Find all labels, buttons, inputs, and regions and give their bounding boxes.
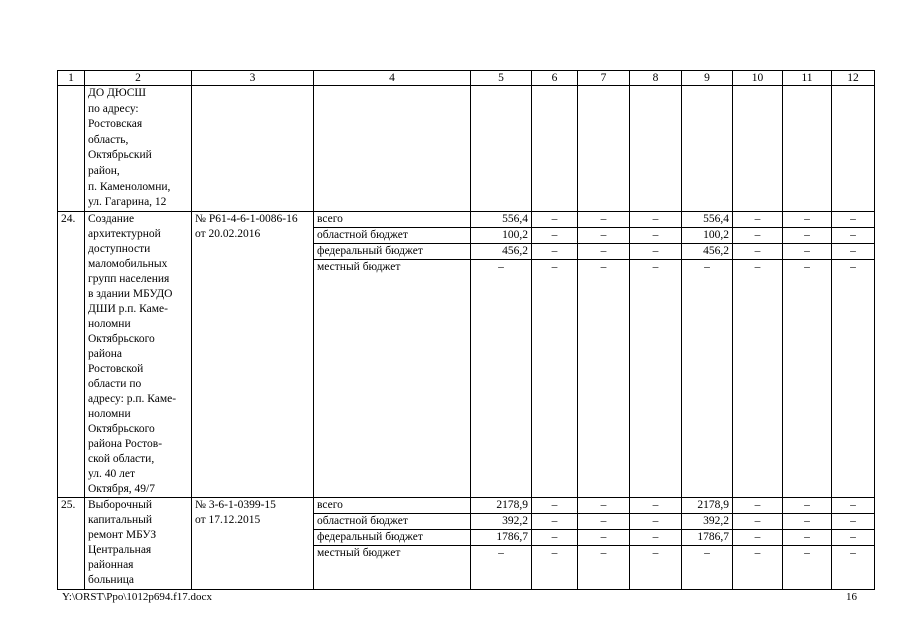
value-cell: – bbox=[630, 227, 682, 243]
value-cell: 100,2 bbox=[471, 227, 532, 243]
value-cell: – bbox=[532, 243, 578, 259]
value-cell: 2178,9 bbox=[682, 497, 733, 513]
value-cell: 556,4 bbox=[682, 211, 733, 227]
value-cell: – bbox=[783, 513, 832, 529]
budget-label: федеральный бюджет bbox=[314, 243, 471, 259]
value-cell: – bbox=[682, 545, 733, 589]
value-cell: 1786,7 bbox=[682, 529, 733, 545]
value-cell: – bbox=[682, 260, 733, 498]
budget-label: местный бюджет bbox=[314, 260, 471, 498]
value-cell: – bbox=[733, 243, 783, 259]
value-cell: – bbox=[733, 529, 783, 545]
value-cell: – bbox=[783, 260, 832, 498]
value-cell: – bbox=[532, 529, 578, 545]
value-cell: – bbox=[832, 227, 875, 243]
col-header: 4 bbox=[314, 71, 471, 86]
value-cell: – bbox=[783, 545, 832, 589]
object-name: Выборочный капитальный ремонт МБУЗ Центральная районная больница bbox=[85, 497, 192, 589]
value-cell: – bbox=[578, 497, 630, 513]
header-row bbox=[58, 71, 875, 86]
value-cell: – bbox=[832, 211, 875, 227]
value-cell: – bbox=[578, 260, 630, 498]
value-cell: – bbox=[733, 545, 783, 589]
value-cell: – bbox=[532, 545, 578, 589]
value-cell: – bbox=[733, 227, 783, 243]
file-path: Y:\ORST\Ppo\1012p694.f17.docx bbox=[62, 591, 212, 603]
value-cell: 1786,7 bbox=[471, 529, 532, 545]
budget-label: всего bbox=[314, 497, 471, 513]
col-header: 6 bbox=[532, 71, 578, 86]
budget-label: всего bbox=[314, 211, 471, 227]
page-number: 16 bbox=[846, 591, 857, 603]
value-cell: – bbox=[783, 497, 832, 513]
value-cell: – bbox=[578, 227, 630, 243]
value-cell: – bbox=[578, 529, 630, 545]
value-cell: – bbox=[532, 513, 578, 529]
table-row bbox=[58, 211, 875, 227]
col-header: 2 bbox=[85, 71, 192, 86]
value-cell: – bbox=[630, 545, 682, 589]
value-cell: 456,2 bbox=[471, 243, 532, 259]
col-header: 1 bbox=[58, 71, 85, 86]
row-number: 25. bbox=[58, 497, 85, 589]
value-cell: – bbox=[578, 545, 630, 589]
value-cell: – bbox=[733, 211, 783, 227]
value-cell: – bbox=[532, 497, 578, 513]
object-name: ДО ДЮСШ по адресу: Ростовская область, Октябрьский район, п. Каменоломни, ул. Гагарина, 12 bbox=[85, 86, 192, 212]
value-cell: – bbox=[532, 227, 578, 243]
value-cell: – bbox=[783, 227, 832, 243]
value-cell: – bbox=[832, 545, 875, 589]
value-cell: – bbox=[783, 211, 832, 227]
value-cell: 556,4 bbox=[471, 211, 532, 227]
value-cell: 456,2 bbox=[682, 243, 733, 259]
col-header: 10 bbox=[733, 71, 783, 86]
value-cell: – bbox=[783, 529, 832, 545]
col-header: 5 bbox=[471, 71, 532, 86]
row-number: 24. bbox=[58, 211, 85, 497]
col-header: 11 bbox=[783, 71, 832, 86]
document-ref: № 3-6-1-0399-15 от 17.12.2015 bbox=[192, 497, 314, 589]
col-header: 7 bbox=[578, 71, 630, 86]
col-header: 8 bbox=[630, 71, 682, 86]
value-cell: – bbox=[532, 260, 578, 498]
value-cell: – bbox=[630, 211, 682, 227]
value-cell: – bbox=[832, 529, 875, 545]
col-header: 3 bbox=[192, 71, 314, 86]
budget-label: местный бюджет bbox=[314, 545, 471, 589]
value-cell: 392,2 bbox=[682, 513, 733, 529]
value-cell: – bbox=[630, 260, 682, 498]
table-row bbox=[58, 86, 875, 212]
value-cell: – bbox=[578, 243, 630, 259]
object-name: Создание архитектурной доступности маломобильных групп населения в здании МБУДО ДШИ р.п. Каме- ноломни Октябрьского района Ростовской области по адресу: р.п. Каме- ноломни Октябрьского района Ростов- ской области, ул. 40 лет Октября, 49/7 bbox=[85, 211, 192, 497]
document-ref: № Р61-4-6-1-0086-16 от 20.02.2016 bbox=[192, 211, 314, 497]
value-cell: – bbox=[733, 260, 783, 498]
col-header: 12 bbox=[832, 71, 875, 86]
value-cell: – bbox=[578, 211, 630, 227]
value-cell: 100,2 bbox=[682, 227, 733, 243]
value-cell: – bbox=[832, 243, 875, 259]
value-cell: – bbox=[630, 497, 682, 513]
col-header: 9 bbox=[682, 71, 733, 86]
budget-table bbox=[57, 70, 875, 590]
table-row bbox=[58, 497, 875, 513]
budget-label: федеральный бюджет bbox=[314, 529, 471, 545]
budget-label: областной бюджет bbox=[314, 513, 471, 529]
budget-label: областной бюджет bbox=[314, 227, 471, 243]
value-cell: – bbox=[733, 513, 783, 529]
value-cell: – bbox=[783, 243, 832, 259]
value-cell: – bbox=[578, 513, 630, 529]
value-cell: 2178,9 bbox=[471, 497, 532, 513]
value-cell: – bbox=[733, 497, 783, 513]
value-cell: – bbox=[832, 497, 875, 513]
value-cell: – bbox=[832, 260, 875, 498]
value-cell: 392,2 bbox=[471, 513, 532, 529]
value-cell: – bbox=[832, 513, 875, 529]
value-cell: – bbox=[471, 260, 532, 498]
value-cell: – bbox=[532, 211, 578, 227]
value-cell: – bbox=[630, 243, 682, 259]
value-cell: – bbox=[471, 545, 532, 589]
value-cell: – bbox=[630, 513, 682, 529]
value-cell: – bbox=[630, 529, 682, 545]
